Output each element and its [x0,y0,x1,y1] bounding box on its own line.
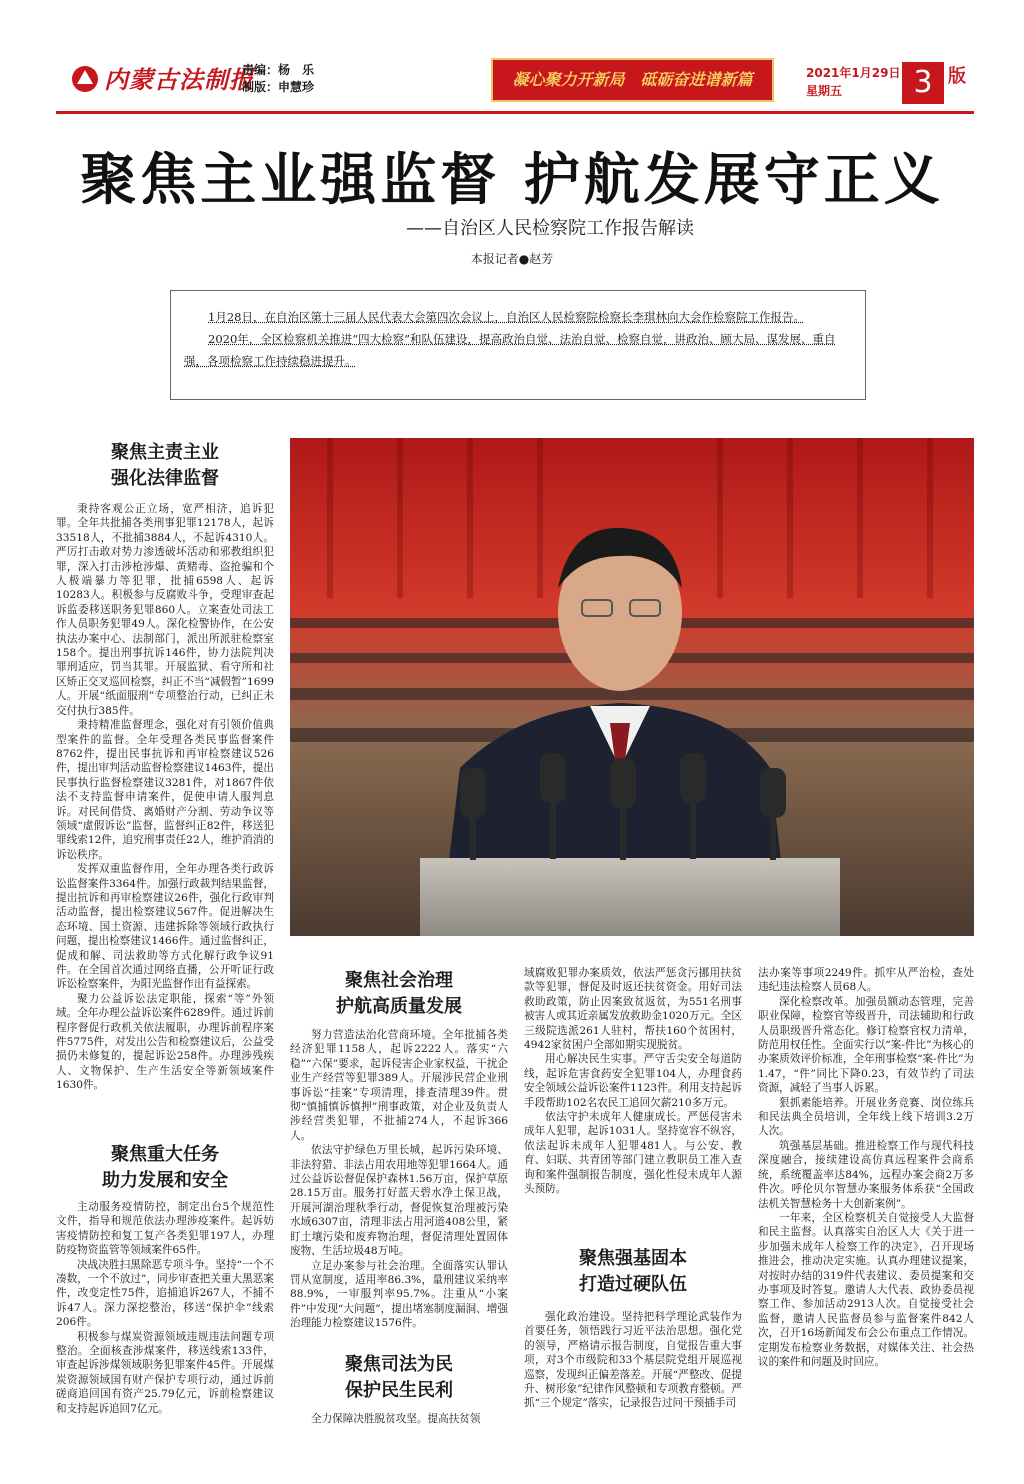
section-body-6 [524,1310,742,1411]
layout-line: 制版：申慧珍 [242,80,315,94]
body-paragraph: 筑强基层基础。推进检察工作与现代科技深度融合，接续建设高仿真远程案件会商系统，系统覆盖率达84%，远程办案会商2万多件次。呼伦贝尔智慧办案服务体系获“全国政法机关智慧检务十大创新案例”。 [758,1139,974,1210]
body-paragraph: 立足办案参与社会治理。全面落实认罪认罚从宽制度，适用率86.3%，量刑建议采纳率88.9%，一审服判率95.7%。注重从“小案件”中发现“大问题”，提出堵塞制度漏洞、增强治理能力检察建议1576件。 [290,1259,508,1330]
body-paragraph: 决战决胜扫黑除恶专项斗争。坚持“一个不凑数，一个不放过”，同步审查把关重大黑恶案件，改变定性75件，追捕追诉267人，不捕不诉47人。深力深挖整治，移送“保护伞”线索206件。 [56,1258,274,1329]
section-body-5 [524,966,742,1197]
section-heading-4 [290,1352,508,1404]
section-body-7 [758,966,974,1369]
body-paragraph: 主动服务疫情防控，制定出台5个规范性文件，指导和规范依法办理涉疫案件。起诉妨害疫情防控和复工复产各类犯罪197人，办理防疫物资监管等领域案件65件。 [56,1201,274,1257]
body-paragraph: 深化检察改革。加强员额动态管理，完善职业保障，检察官等级晋升，司法辅助和行政人员职级晋升常态化。修订检察官权力清单，防范用权任性。全面实行以“案-件比”为核心的办案质效评价标准，全年刑事检察“案-件比”为1.47，“件”同比下降0.23，有效节约了司法资源，减轻了当事人诉累。 [758,995,974,1095]
section-heading-3 [290,968,508,1020]
section-body-3 [290,1028,508,1331]
section-heading-line: 聚焦社会治理 [345,970,453,991]
section-heading-line: 聚焦司法为民 [345,1354,453,1375]
section-body-1 [56,502,274,1093]
masthead-divider [56,111,974,114]
main-headline: 聚焦主业强监督 护航发展守正义 [80,147,944,213]
body-paragraph: 聚力公益诉讼法定职能，探索“等”外领域。全年办理公益诉讼案件6289件。通过诉前程序督促行政机关依法履职，办理诉前程序案件5775件，对发出公告和检察建议后，公益受损仍未修复的，提起诉讼258件。办理涉残疾人、文物保护、生产生活安全等新领域案件1630件。 [56,992,274,1092]
body-paragraph: 秉持精准监督理念，强化对有引领价值典型案件的监督。全年受理各类民事监督案件8762件，提出民事抗诉和再审检察建议526件，提出审判活动监督检察建议1463件，提出民事执行监督检察建议3281件，对1867件依法不支持监督申请案件，促使申请人服判息诉。对民间借贷、离婚财产分割、劳动争议等领域“虚假诉讼”监督，监督纠正82件，移送犯罪线索12件，追究刑事责任22人，维护消消的诉讼秩序。 [56,719,274,861]
body-paragraph: 发挥双重监督作用，全年办理各类行政诉讼监督案件3364件。加强行政裁判结果监督，提出抗诉和再审检察建议26件，强化行政审判活动监督，提出检察建议567件。促进解决生态环境、国土资源、违建拆除等领域行政执行问题，提出检察建议1466件。通过监督纠正，促成和解、司法救助等方式化解行政争议91件。在全国首次通过网络直播，公开听证行政诉讼检察案件，为阳光监督作出有益探索。 [56,863,274,991]
theme-banner: 凝心聚力开新局 砥砺奋进谱新篇 [491,58,774,102]
section-heading-6 [524,1246,742,1298]
issue-date-box [806,64,906,100]
section-heading-line: 聚焦主责主业 [111,442,219,463]
section-body-2 [56,1200,274,1416]
section-heading-1 [56,440,274,492]
body-paragraph: 一年来，全区检察机关自觉接受人大监督和民主监督。认真落实自治区人大《关于进一步加强未成年人检察工作的决定》，召开现场推进会，推动决定实施。认真办理建议提案，对按时办结的319件代表建议、委员提案和交办事项及时答复。邀请人大代表、政协委员视察工作、参加活动2913人次。自觉接受社会监督，邀请人民监督员参与监督案件842人次，召开16场新闻发布会公布重点工作情况。定期发布检察业务数据，对媒体关注、社会热议的案件和问题及时回应。 [758,1211,974,1368]
newspaper-name: 内蒙古法制报 [104,66,254,94]
byline: 本报记者●赵芳 [470,252,554,266]
intro-paragraph: 2020年，全区检察机关推进“四大检察”和队伍建设，提高政治自觉、法治自觉、检察自觉，讲政治、顾大局、谋发展、重自强，各项检察工作持续稳进提升。 [184,332,836,368]
body-paragraph: 用心解决民生实事。严守舌尖安全每道防线，起诉危害食药安全犯罪104人，办理食药安全领域公益诉讼案件1123件。利用支持起诉手段帮助102名农民工追回欠薪210多万元。 [524,1053,742,1109]
section-heading-2 [56,1142,274,1194]
section-heading-line: 保护民生民利 [345,1380,453,1401]
page-label: 版 [948,66,966,87]
editor-credits [242,62,314,96]
body-paragraph: 依法守护未成年人健康成长。严惩侵害未成年人犯罪，起诉1031人。坚持宽容不纵容，依法起诉未成年人犯罪481人。与公安、教育、妇联、共青团等部门建立教职员工准入查询和案件强制报告制度，强化性侵未成年人源头预防。 [524,1111,742,1196]
body-paragraph: 秉持客观公正立场，宽严相济，追诉犯罪。全年共批捕各类刑事犯罪12178人，起诉33518人，不批捕3884人，不起诉4310人。严厉打击敢对势力渗透破坏活动和邪教组织犯罪，深入打击涉枪涉爆、黄赌毒、盗抢骗和个人极端暴力等犯罪，批捕6598人、起诉10283人。积极参与反腐败斗争，受理审查起诉监委移送职务犯罪860人。立案查处司法工作人员职务犯罪49人。深化检警协作，在公安执法办案中心、法制部门，派出所派驻检察室158个。提出刑事抗诉146件，协力法院判决罪刑适应，罚当其罪。开展监狱、看守所和社区矫正交叉巡回检察，纠正不当“减假暂”1699人。开展“纸面服刑”专项整治行动，已纠正未交付执行385件。 [56,503,274,717]
body-paragraph: 依法守护绿色万里长城，起诉污染环境、非法狩猎、非法占用农用地等犯罪1664人。通过公益诉讼督促保护森林1.56万亩，保护草原28.15万亩。服务打好蓝天碧水净土保卫战，开展河湖治理秋季行动，督促恢复治理被污染水域6307亩，清理非法占用河道408公里，紧盯土壤污染和废弃物治理，督促清理处置固体废物、生活垃圾48万吨。 [290,1144,508,1258]
section-heading-line: 护航高质量发展 [336,996,462,1017]
body-paragraph: 强化政治建设。坚持把科学理论武装作为首要任务，领悟践行习近平法治思想。强化党的领导，严格请示报告制度，自觉报告重大事项，对3个市级院和33个基层院党组开展巡视巡察，发现纠正偏差落差。开展“严整改、促提升、树形象”纪律作风整顿和专项教育整顿。严抓“三个规定”落实，记录报告过问干预插手司 [524,1311,742,1410]
section-heading-line: 打造过硬队伍 [579,1274,687,1295]
section-heading-line: 助力发展和安全 [102,1170,228,1191]
intro-text [184,306,854,372]
issue-date: 2021年1月29日 [806,66,901,80]
body-paragraph: 努力营造法治化营商环境。全年批捕各类经济犯罪1158人，起诉2222人。落实“六稳”“六保”要求，起诉侵害企业家权益，干扰企业生产经营等犯罪389人。开展涉民营企业刑事诉讼“挂案”专项清理，排查清理39件。贯彻“慎捕慎诉慎押”刑事政策，对企业及负责人涉经营类犯罪，不批捕274人，不起诉366人。 [290,1029,508,1142]
editor-line: 责编：杨 乐 [242,63,315,77]
speaker-photo [290,438,974,936]
body-paragraph: 狠抓素能培养。开展业务竞赛、岗位练兵和民法典全员培训，全年线上线下培训3.2万人次。 [758,1096,974,1138]
section-heading-line: 聚焦强基固本 [579,1248,687,1269]
headline-subtitle: ——自治区人民检察院工作报告解读 [406,218,694,239]
body-paragraph: 法办案等事项2249件。抓牢从严治检，查处违纪违法检察人员68人。 [758,967,974,994]
section-heading-line: 聚焦重大任务 [111,1144,219,1165]
section-body-4 [290,1412,508,1426]
body-paragraph: 全力保障决胜脱贫攻坚。提高扶贫领 [311,1413,481,1425]
newspaper-logo-icon [70,64,100,94]
body-paragraph: 积极参与煤炭资源领域违规违法问题专项整治。全面核查涉煤案件，移送线索133件，审查起诉涉煤领域职务犯罪案件45件。开展煤炭资源领域国有财产保护专项行动，通过诉前磋商追回国有资产25.79亿元，诉前检察建议和支持起诉追回7亿元。 [56,1330,274,1415]
body-paragraph: 域腐败犯罪办案质效，依法严惩贪污挪用扶贫款等犯罪，督促及时返还扶贫资金。用好司法救助政策，防止因案致贫返贫，为551名刑事被害人或其近亲属发放救助金1020万元。全区三级院选派261人驻村，帮扶160个贫困村，4942家贫困户全部如期实现脱贫。 [524,967,742,1052]
issue-weekday: 星期五 [806,84,843,98]
page-number: 3 [902,62,944,104]
intro-paragraph: 1月28日，在自治区第十三届人民代表大会第四次会议上，自治区人民检察院检察长李琪林向大会作检察院工作报告。 [208,310,805,324]
section-heading-line: 强化法律监督 [111,468,219,489]
